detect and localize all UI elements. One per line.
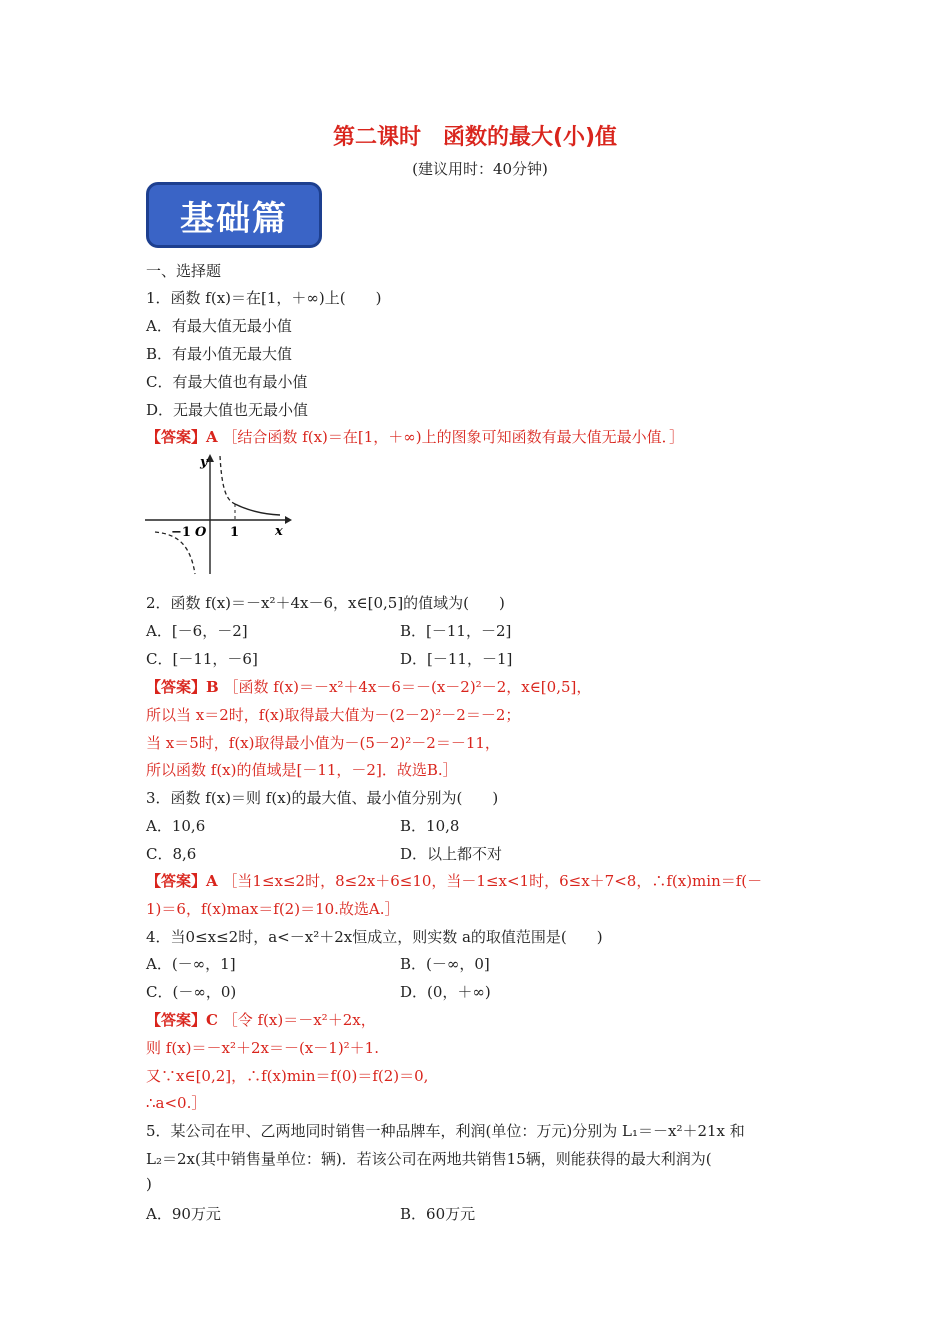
q3-option-b: B．10,8 bbox=[400, 817, 460, 835]
q2-answer-line-2: 所以当 x＝2时，f(x)取得最大值为－(2－2)²－2＝－2； bbox=[146, 706, 521, 724]
badge-label: 基础篇 bbox=[180, 198, 288, 239]
q3-option-a: A．10,6 bbox=[146, 817, 206, 835]
q3-answer-line-2: 1)＝6，f(x)max＝f(2)＝10.故选A.］ bbox=[146, 900, 400, 918]
q5-option-b: B．60万元 bbox=[400, 1205, 476, 1223]
answer-tag: 【答案】B bbox=[146, 678, 219, 696]
q2-option-c: C．[－11，－6] bbox=[146, 650, 258, 668]
q1-option-a: A．有最大值无最小值 bbox=[146, 317, 292, 335]
label-one: 1 bbox=[230, 525, 240, 540]
section-badge bbox=[146, 182, 322, 248]
q3-option-c: C．8,6 bbox=[146, 845, 197, 863]
q2-option-b: B．[－11，－2] bbox=[400, 622, 512, 640]
q2-option-a: A．[－6，－2] bbox=[146, 622, 248, 640]
q4-option-b: B．(－∞，0] bbox=[400, 955, 490, 973]
answer-tag: 【答案】A bbox=[146, 428, 218, 446]
q2-stem: 2．函数 f(x)＝－x²＋4x－6，x∈[0,5]的值域为( ) bbox=[146, 594, 505, 612]
q1-option-c: C．有最大值也有最小值 bbox=[146, 373, 308, 391]
label-neg-one: −1 bbox=[171, 525, 191, 540]
answer-tag: 【答案】C bbox=[146, 1011, 218, 1029]
q5-stem-line-3: ) bbox=[146, 1175, 152, 1193]
q5-stem-line-2: L₂＝2x(其中销售量单位：辆)．若该公司在两地共销售15辆，则能获得的最大利润为( bbox=[146, 1150, 712, 1168]
q2-answer-line-3: 当 x＝5时，f(x)取得最小值为－(5－2)²－2＝－11， bbox=[146, 734, 500, 752]
section-heading: 一、选择题 bbox=[146, 262, 222, 280]
q3-stem: 3．函数 f(x)＝则 f(x)的最大值、最小值分别为( ) bbox=[146, 789, 499, 807]
answer-text: ［当1≤x≤2时，8≤2x＋6≤10，当－1≤x<1时，6≤x＋7<8，∴f(x)min＝f(－ bbox=[222, 872, 763, 890]
q3-answer-line-1 bbox=[146, 870, 762, 891]
q4-option-c: C．(－∞，0) bbox=[146, 983, 237, 1001]
q5-stem-line-1: 5．某公司在甲、乙两地同时销售一种品牌车，利润(单位：万元)分别为 L₁＝－x²＋21x 和 bbox=[146, 1122, 745, 1140]
label-origin: O bbox=[195, 525, 207, 540]
q2-answer-line-4: 所以函数 f(x)的值域是[－11，－2]．故选B.］ bbox=[146, 761, 458, 779]
q4-answer-line-3: 又∵x∈[0,2]，∴f(x)min＝f(0)＝f(2)＝0, bbox=[146, 1067, 429, 1085]
q3-option-d: D．以上都不对 bbox=[400, 845, 503, 863]
q1-option-d: D．无最大值也无最小值 bbox=[146, 401, 309, 419]
q4-option-a: A．(－∞，1] bbox=[146, 955, 236, 973]
q1-function-graph bbox=[145, 452, 295, 582]
q4-answer-line-2: 则 f(x)＝－x²＋2x＝－(x－1)²＋1. bbox=[146, 1039, 379, 1057]
answer-text: ［结合函数 f(x)＝在[1，＋∞)上的图象可知函数有最大值无最小值．］ bbox=[222, 428, 685, 446]
q4-option-d: D．(0，＋∞) bbox=[400, 983, 491, 1001]
curve-dashed-right bbox=[220, 456, 235, 504]
q2-option-d: D．[－11，－1] bbox=[400, 650, 513, 668]
label-x: x bbox=[275, 524, 283, 539]
q4-stem: 4．当0≤x≤2时，a<－x²＋2x恒成立，则实数 a的取值范围是( ) bbox=[146, 928, 603, 946]
q2-answer-line-1 bbox=[146, 676, 591, 697]
q1-option-b: B．有最小值无最大值 bbox=[146, 345, 293, 363]
q4-answer-line-4: ∴a<0.］ bbox=[146, 1094, 207, 1112]
page-title: 第二课时 函数的最大(小)值 bbox=[332, 125, 618, 150]
time-hint: (建议用时：40分钟) bbox=[412, 160, 548, 178]
x-axis-arrow bbox=[285, 516, 292, 524]
q1-stem: 1．函数 f(x)＝在[1，＋∞)上( ) bbox=[146, 289, 382, 307]
q4-answer-line-1 bbox=[146, 1009, 376, 1030]
answer-text: ［函数 f(x)＝－x²＋4x－6＝－(x－2)²－2，x∈[0,5]， bbox=[223, 678, 592, 696]
q1-answer bbox=[146, 426, 684, 447]
label-y: y bbox=[200, 455, 208, 470]
answer-tag: 【答案】A bbox=[146, 872, 218, 890]
curve-right bbox=[235, 504, 280, 515]
answer-text: ［令 f(x)＝－x²＋2x， bbox=[222, 1011, 376, 1029]
q5-option-a: A．90万元 bbox=[146, 1205, 221, 1223]
